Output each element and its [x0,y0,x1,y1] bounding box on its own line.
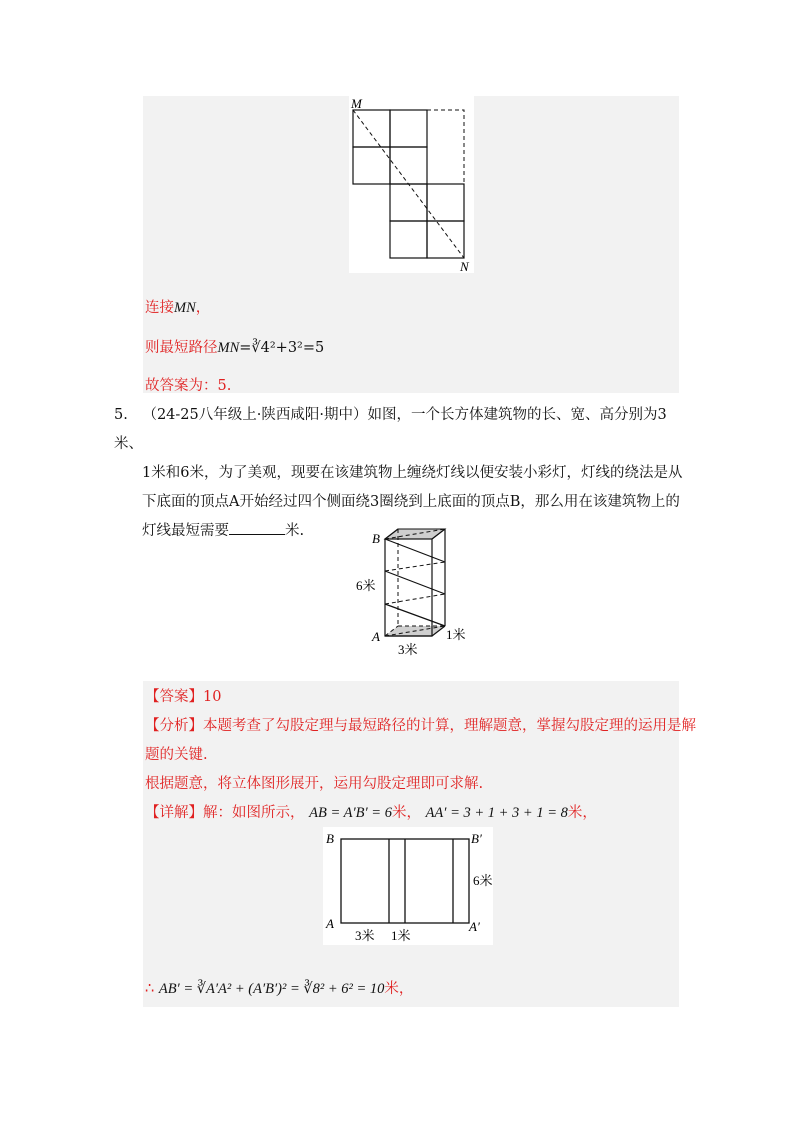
analysis-line-1: 【分析】本题考查了勾股定理与最短路径的计算，理解题意，掌握勾股定理的运用是解 [145,718,696,734]
unfold-a-label: A [326,916,334,931]
answer-blank[interactable] [229,520,285,535]
detail-line: 【详解】解：如图所示， AB = A′B′ = 6米， AA′ = 3 + 1 + 3 + 1 = 8米， [145,805,597,821]
unfold-a-prime-label: A′ [469,919,480,934]
solution-panel [143,681,696,1007]
connect-line: 连接MN， [145,300,211,316]
vertex-b-label: B [372,531,380,546]
final-result-line: ∴ AB′ = ∛A′A² + (A′B′)² = ∛8² + 6² = 10米， [145,981,414,997]
unfold-3m-label: 3米 [355,928,375,943]
answer-line: 【答案】10 [145,689,222,705]
height-label: 6米 [356,578,376,593]
analysis-line-2: 题的关键. [145,747,208,763]
cuboid-figure [352,524,472,660]
length-label: 3米 [398,642,418,657]
unfold-b-label: B [326,831,334,846]
point-m-label: M [351,96,362,111]
grid-path-figure [349,96,474,273]
question-line-4: 灯线最短需要 米. [114,517,694,546]
analysis-line-3: 根据题意，将立体图形展开，运用勾股定理即可求解. [145,776,484,792]
question-source: （24-25八年级上·陕西咸阳·期中） [142,407,368,423]
vertex-a-label: A [372,629,380,644]
question-line-1: 5. （24-25八年级上·陕西咸阳·期中）如图，一个长方体建筑物的长、宽、高分别为3米、 [114,407,667,452]
unfolded-figure [323,827,493,945]
shortest-path-line: 则最短路径MN=∛4²+3²=5 [145,340,325,356]
question-line-2: 1米和6米，为了美观，现要在该建筑物上缠绕灯线以便安装小彩灯，灯线的绕法是从 [142,465,683,481]
point-n-label: N [460,259,469,273]
unfold-1m-label: 1米 [391,928,411,943]
width-label: 1米 [446,627,466,642]
unfold-height-label: 6米 [473,873,493,888]
previous-solution-panel [143,96,679,393]
question-line-3: 下底面的顶点A开始经过四个侧面绕3圈绕到上底面的顶点B，那么用在该建筑物上的 [142,494,680,510]
question-number: 5. [114,407,128,423]
previous-answer-line: 故答案为：5. [145,378,232,394]
unfold-b-prime-label: B′ [471,831,482,846]
